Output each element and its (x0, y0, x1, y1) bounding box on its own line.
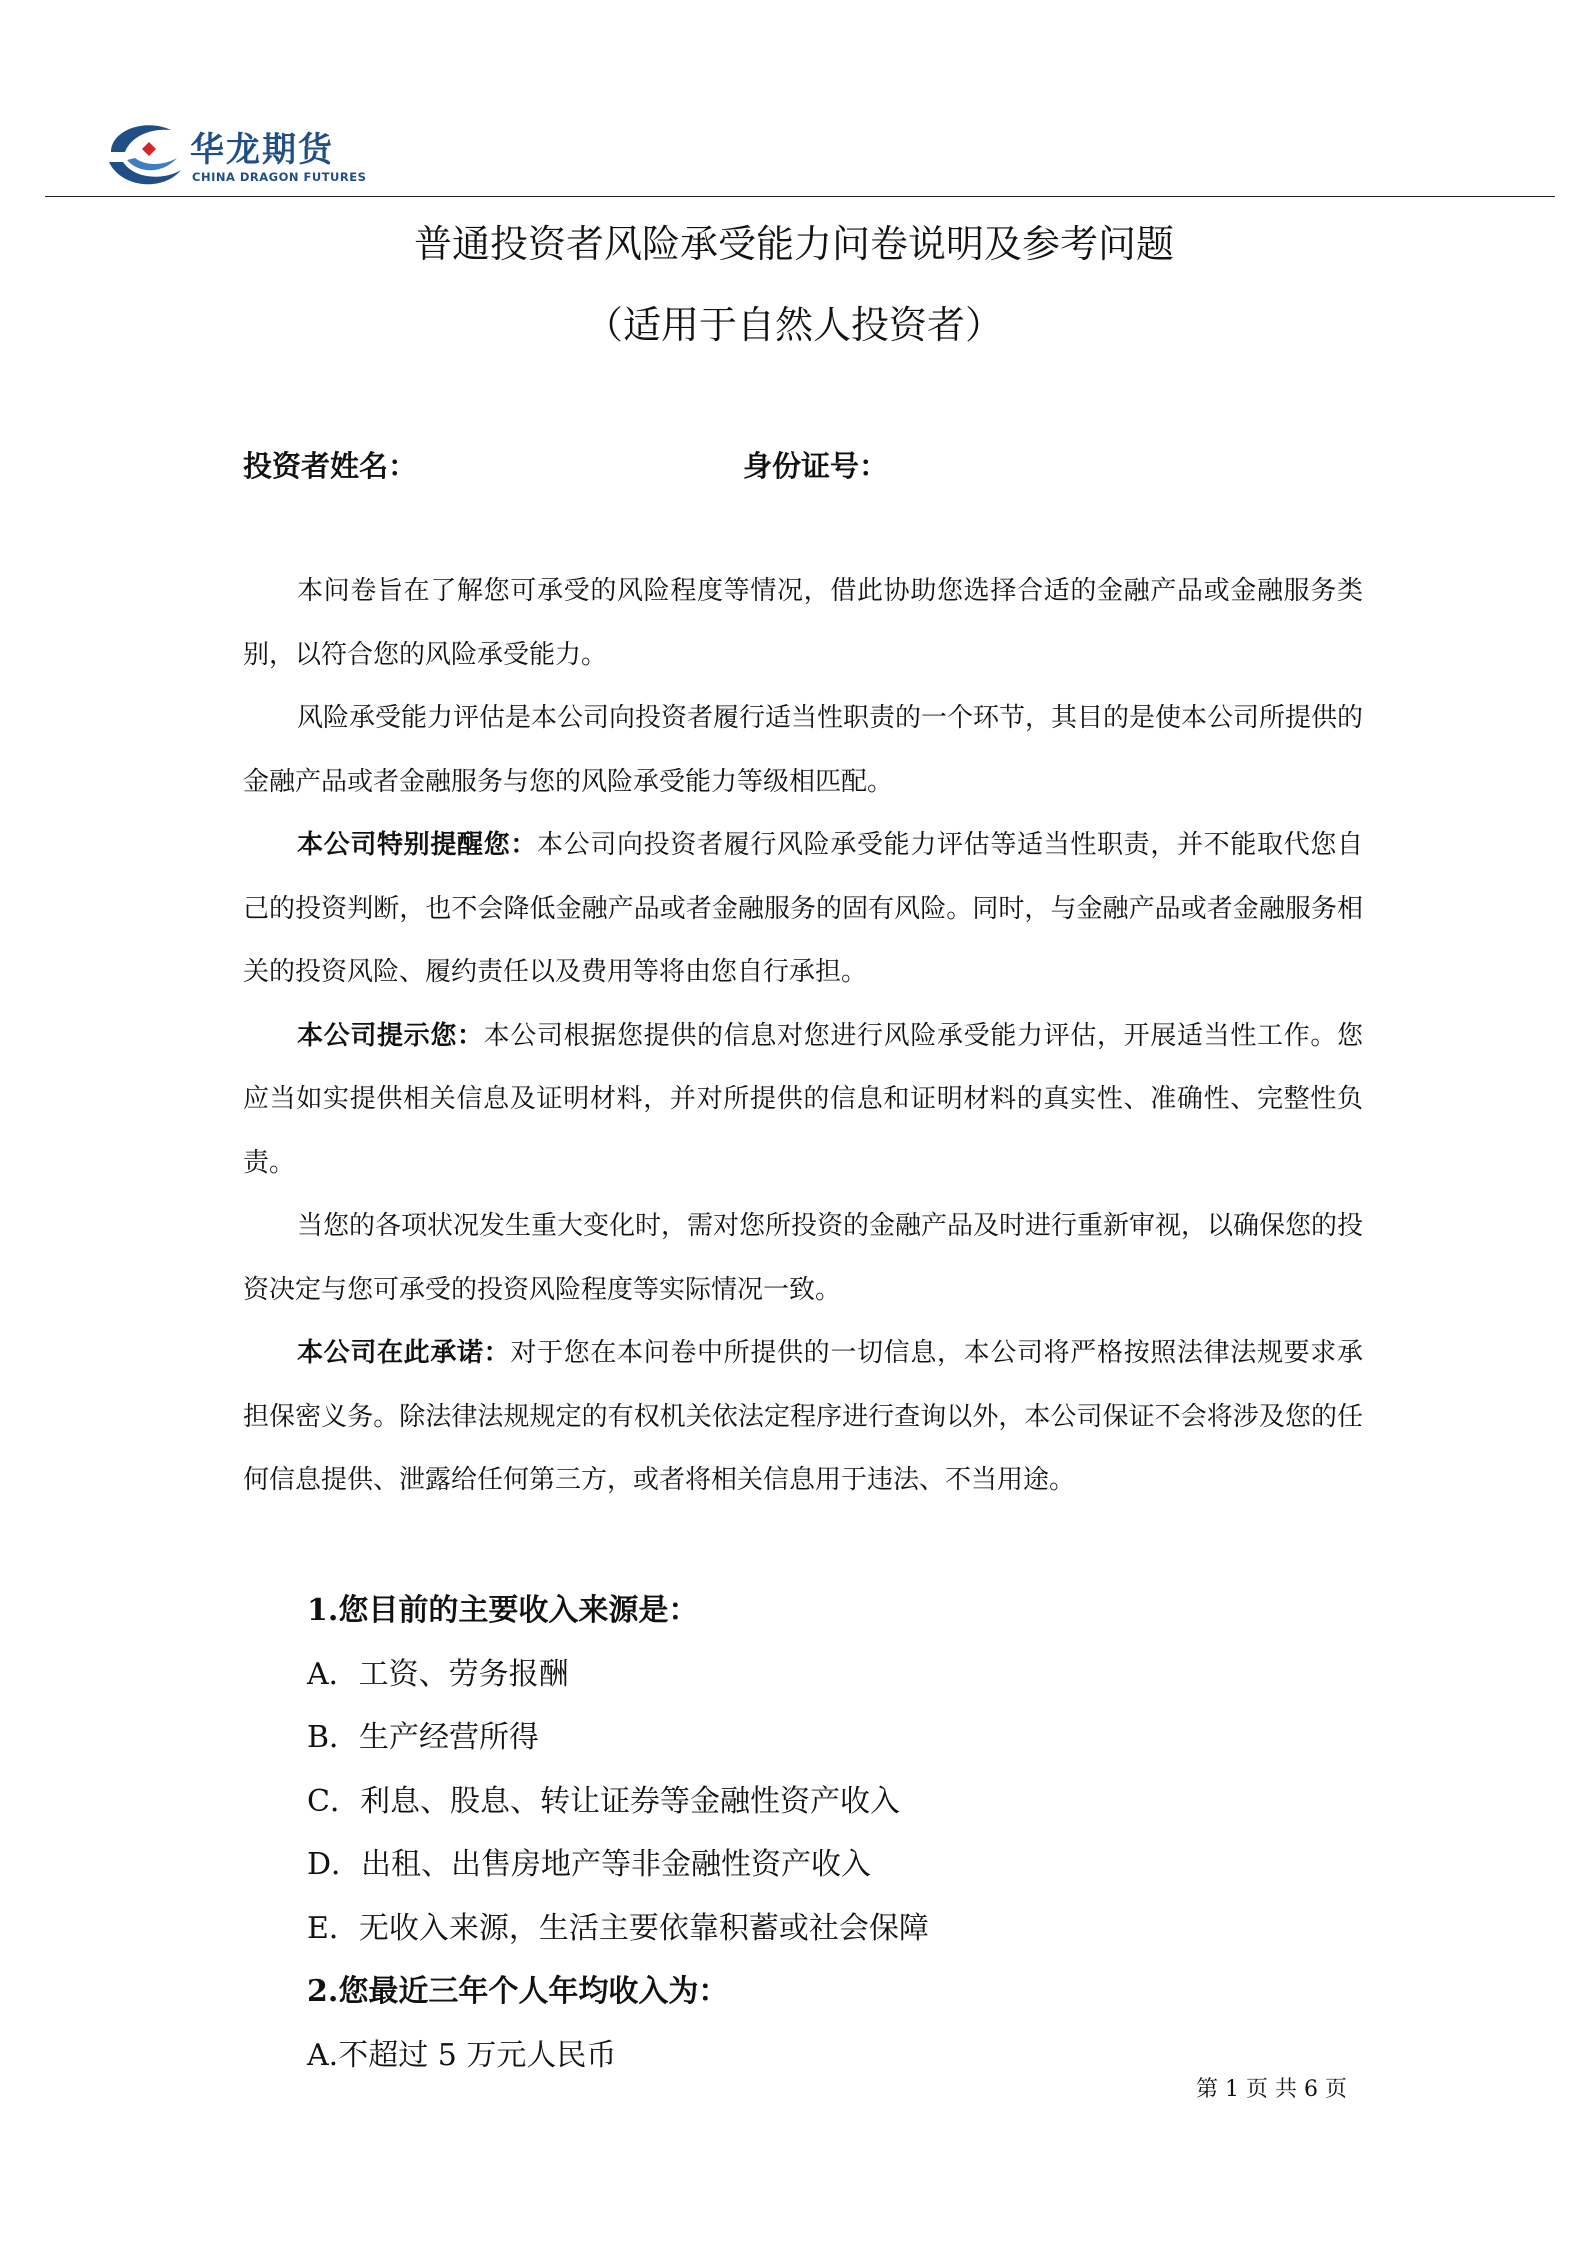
question-1-option-d: D．出租、出售房地产等非金融性资产收入 (307, 1847, 872, 1882)
logo-brand-text: 华龙期货 (190, 130, 334, 170)
notice-paragraph (243, 1005, 1363, 1196)
question-2-option-a: A.不超过 5 万元人民币 (307, 2037, 617, 2073)
commitment-text: 对于您在本问卷中所提供的一切信息，本公司将严格按照法律法规要求承担保密义务。除法律法规规定的有权机关依法定程序进行查询以外，本公司保证不会将涉及您的任何信息提供、泄露给任何第三方，或者将相关信息用于违法、不当用途。 (243, 1338, 1363, 1495)
intro-paragraph: 当您的各项状况发生重大变化时，需对您所投资的金融产品及时进行重新审视，以确保您的投资决定与您可承受的投资风险程度等实际情况一致。 (243, 1211, 1364, 1305)
notice-text: 本公司根据您提供的信息对您进行风险承受能力评估，开展适当性工作。您应当如实提供相关信息及证明材料，并对所提供的信息和证明材料的真实性、准确性、完整性负责。 (243, 1020, 1363, 1178)
question-2-title: 2.您最近三年个人年均收入为： (307, 1974, 729, 2009)
company-logo (105, 118, 365, 194)
intro-section (243, 560, 1363, 1513)
question-1-option-b: B．生产经营所得 (307, 1720, 540, 1755)
id-number-label: 身份证号： (743, 449, 889, 483)
intro-paragraph: 风险承受能力评估是本公司向投资者履行适当性职责的一个环节，其目的是使本公司所提供的金融产品或者金融服务与您的风险承受能力等级相匹配。 (243, 703, 1364, 797)
dragon-swoosh-icon (105, 118, 185, 194)
investor-name-label: 投资者姓名： (243, 449, 418, 483)
document-title: 普通投资者风险承受能力问卷说明及参考问题 (413, 222, 1174, 266)
commitment-paragraph (243, 1322, 1363, 1513)
questions-section (307, 1579, 929, 2087)
logo-subtitle-text: CHINA DRAGON FUTURES (192, 170, 367, 184)
question-1-option-e: E．无收入来源，生活主要依靠积蓄或社会保障 (307, 1910, 929, 1946)
investor-info-fields (243, 444, 889, 485)
question-1-option-c: C．利息、股息、转让证券等金融性资产收入 (307, 1783, 900, 1819)
question-1-title: 1.您目前的主要收入来源是： (307, 1593, 699, 1628)
header-divider (45, 196, 1555, 197)
reminder-text: 本公司向投资者履行风险承受能力评估等适当性职责，并不能取代您自己的投资判断，也不会降低金融产品或者金融服务的固有风险。同时，与金融产品或者金融服务相关的投资风险、履约责任以及费用等将由您自行承担。 (243, 830, 1363, 987)
notice-lead: 本公司提示您： (297, 1020, 484, 1051)
page-number: 第 1 页 共 6 页 (1196, 2077, 1347, 2102)
question-1-option-a: A．工资、劳务报酬 (307, 1656, 569, 1692)
reminder-lead: 本公司特别提醒您： (297, 830, 537, 860)
intro-paragraph: 本问卷旨在了解您可承受的风险程度等情况，借此协助您选择合适的金融产品或金融服务类别，以符合您的风险承受能力。 (243, 576, 1363, 670)
document-subtitle: （适用于自然人投资者） (584, 303, 1003, 347)
reminder-paragraph (243, 814, 1363, 1005)
commitment-lead: 本公司在此承诺： (297, 1338, 511, 1368)
